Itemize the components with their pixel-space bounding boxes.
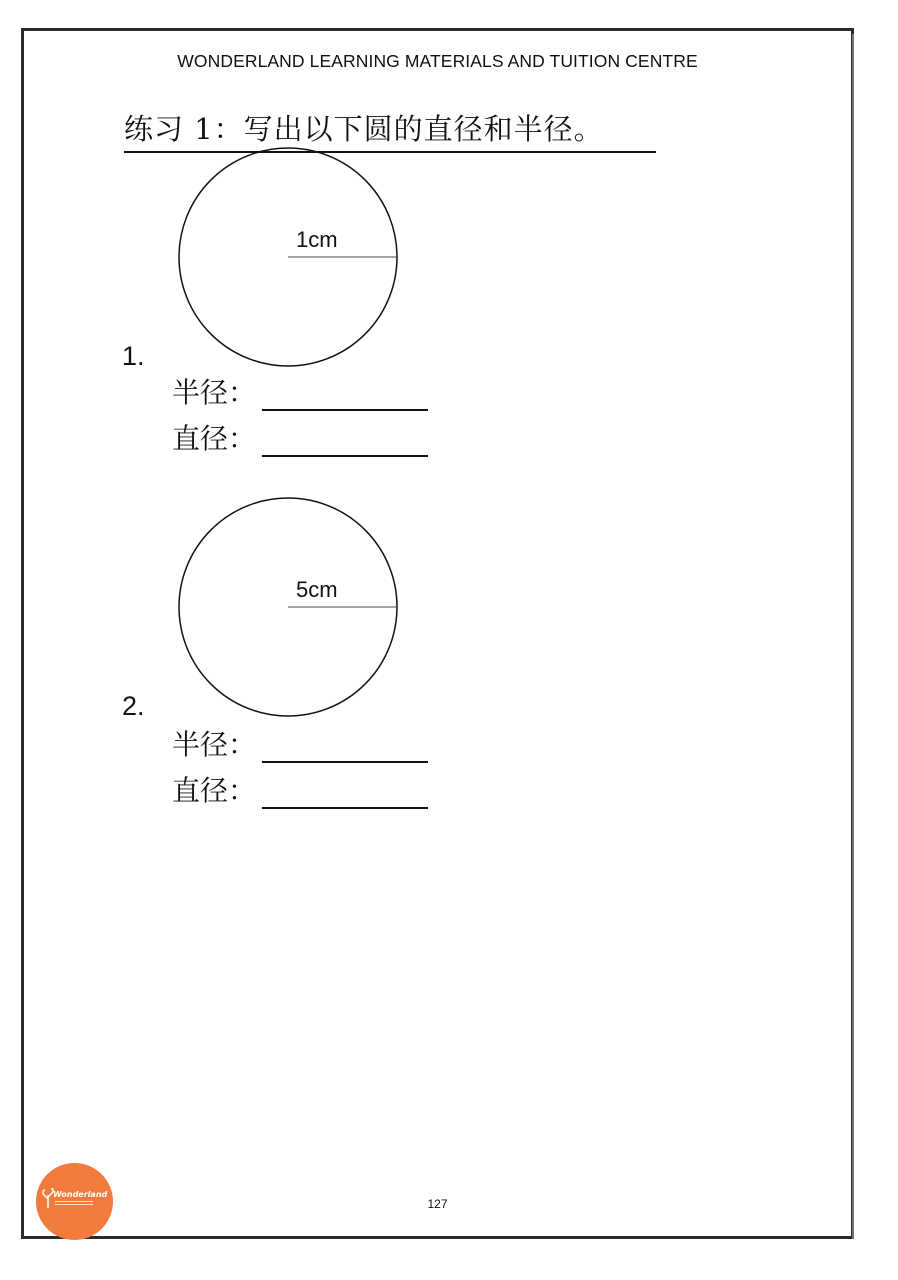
worksheet-page — [21, 28, 854, 1239]
diameter-answer-blank[interactable] — [262, 425, 428, 457]
diameter-label: 直径： — [172, 422, 257, 455]
radius-label: 半径： — [172, 376, 257, 409]
question-number: 2. — [122, 691, 145, 721]
diameter-answer-row — [172, 769, 428, 809]
radius-answer-blank[interactable] — [262, 379, 428, 411]
circle-diagram-1 — [176, 146, 401, 371]
diameter-answer-blank[interactable] — [262, 777, 428, 809]
logo-wordmark: Wonderland — [53, 1190, 108, 1199]
diameter-label: 直径： — [172, 774, 257, 807]
radius-label: 半径： — [172, 728, 257, 761]
radius-value-label: 5cm — [296, 577, 338, 602]
radius-answer-row — [172, 371, 428, 411]
radius-value-label: 1cm — [296, 227, 338, 252]
page-header: WONDERLAND LEARNING MATERIALS AND TUITION CENTRE — [177, 51, 698, 71]
circle-diagram-2 — [176, 496, 401, 721]
exercise-title: 练习 1：写出以下圆的直径和半径。 — [124, 107, 656, 153]
question-number: 1. — [122, 341, 145, 371]
radius-answer-blank[interactable] — [262, 731, 428, 763]
diameter-answer-row — [172, 417, 428, 457]
radius-answer-row — [172, 723, 428, 763]
page-number: 127 — [427, 1197, 448, 1211]
